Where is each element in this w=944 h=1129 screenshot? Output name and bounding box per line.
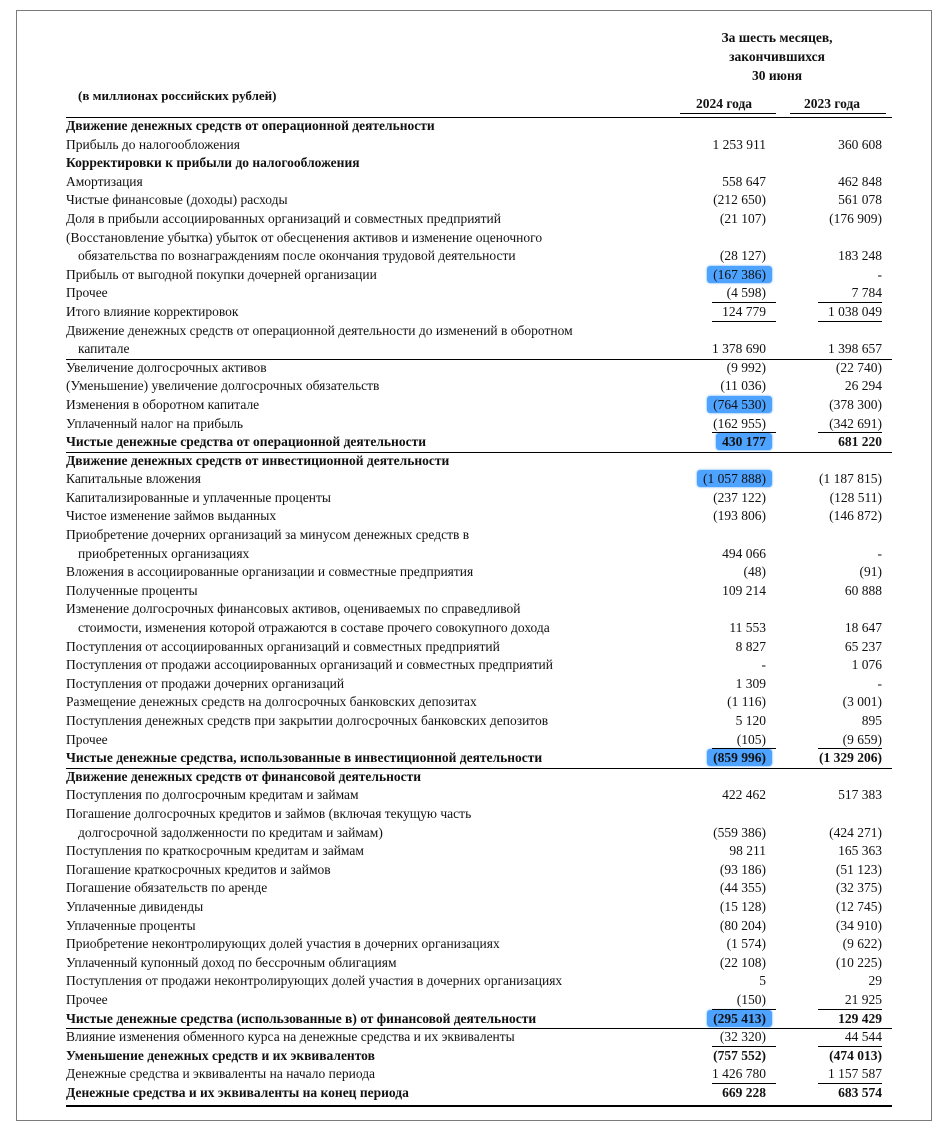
table-row <box>66 267 892 286</box>
table-row <box>66 1085 892 1104</box>
value-2024 <box>656 267 766 283</box>
table-row <box>66 137 892 156</box>
table-row <box>66 713 892 732</box>
period-line-1: За шесть месяцев, <box>721 30 833 45</box>
value-2024: (28 127) <box>719 248 766 264</box>
value-2024: (32 320) <box>719 1029 766 1045</box>
row-label: Погашение долгосрочных кредитов и займов (включая текущую часть <box>66 805 472 821</box>
highlighted-value: (859 996) <box>707 749 772 766</box>
value-2023: (10 225) <box>835 954 882 970</box>
value-2023: (128 511) <box>829 489 882 505</box>
value-2024: (757 552) <box>713 1047 766 1063</box>
highlighted-value: 430 177 <box>716 433 772 450</box>
value-2023: (146 872) <box>829 508 882 524</box>
value-2024 <box>656 397 766 413</box>
value-2023: 683 574 <box>838 1084 882 1100</box>
row-label: Чистые денежные средства от операционной деятельности <box>66 434 426 450</box>
value-2024: 5 120 <box>735 713 766 728</box>
table-row <box>66 434 892 453</box>
table-row <box>66 918 892 937</box>
table-row <box>66 601 892 620</box>
row-label: Амортизация <box>66 173 143 189</box>
table-row <box>66 360 892 379</box>
row-label: Чистые денежные средства (использованные в) от финансовой деятельности <box>66 1010 537 1026</box>
row-label: долгосрочной задолженности по кредитам и займам) <box>78 824 383 840</box>
row-label: Приобретение неконтролирующих долей участия в дочерних организациях <box>66 936 500 952</box>
row-label: Поступления по краткосрочным кредитам и займам <box>66 843 364 859</box>
value-2024 <box>656 750 766 766</box>
value-2024: (150) <box>736 991 766 1007</box>
value-2023: 681 220 <box>838 434 882 450</box>
underline <box>712 1046 776 1047</box>
value-2024: (15 128) <box>719 898 766 914</box>
value-2024: (4 598) <box>726 285 766 301</box>
value-2023: (32 375) <box>835 880 882 896</box>
period-line-3: 30 июня <box>751 68 803 83</box>
table-row <box>66 1048 892 1067</box>
value-2023: (474 013) <box>829 1047 882 1063</box>
table-row <box>66 546 892 565</box>
row-label: (Восстановление убытка) убыток от обесценения активов и изменение оценочного <box>66 229 543 245</box>
value-2024: (1 116) <box>727 694 766 710</box>
value-2024: (93 186) <box>719 861 766 877</box>
value-2023: 129 429 <box>838 1010 882 1026</box>
table-row <box>66 955 892 974</box>
value-2024: (21 107) <box>719 210 766 226</box>
row-label: Денежные средства и эквиваленты на начало периода <box>66 1066 376 1082</box>
value-2024: 669 228 <box>722 1084 766 1100</box>
value-2023: (342 691) <box>829 415 882 431</box>
row-label: Уплаченный купонный доход по бессрочным облигациям <box>66 954 397 970</box>
value-2024: 558 647 <box>722 173 766 189</box>
section-divider <box>66 1028 892 1029</box>
value-2024: (11 036) <box>720 378 766 394</box>
value-2023: (1 329 206) <box>819 750 882 766</box>
table-row <box>66 527 892 546</box>
value-2024: - <box>761 657 766 673</box>
table-row <box>66 973 892 992</box>
row-label: Движение денежных средств от операционной деятельности <box>66 118 435 133</box>
table-row <box>66 1066 892 1085</box>
row-label: Денежные средства и их эквиваленты на конец периода <box>66 1084 409 1100</box>
value-2023: (12 745) <box>835 898 882 914</box>
table-row <box>66 564 892 583</box>
highlighted-value: (1 057 888) <box>697 470 772 487</box>
row-label: Влияние изменения обменного курса на денежные средства и их эквиваленты <box>66 1029 515 1045</box>
table-row <box>66 192 892 211</box>
table-row <box>66 639 892 658</box>
value-2024: 494 066 <box>722 545 766 561</box>
value-2023: (176 909) <box>829 210 882 226</box>
row-label: Корректировки к прибыли до налогообложения <box>66 155 360 171</box>
value-2024: (212 650) <box>713 192 766 208</box>
section-divider <box>66 117 892 118</box>
underline <box>712 302 776 303</box>
section-divider <box>66 768 892 769</box>
underline <box>818 302 882 303</box>
row-label: (Уменьшение) увеличение долгосрочных обязательств <box>66 378 380 394</box>
value-2024: 8 827 <box>735 638 766 654</box>
row-label: Приобретение дочерних организаций за минусом денежных средств в <box>66 527 470 543</box>
table-row <box>66 118 892 137</box>
value-2023: 44 544 <box>844 1029 882 1045</box>
value-2023: 26 294 <box>844 378 882 394</box>
row-label: Итого влияние корректировок <box>66 303 239 319</box>
row-label: Прибыль от выгодной покупки дочерней организации <box>66 266 377 282</box>
row-label: Поступления от продажи неконтролирующих долей участия в дочерних организациях <box>66 973 563 989</box>
row-label: Прочее <box>66 731 108 747</box>
column-underline-2024 <box>680 113 776 114</box>
row-label: Прочее <box>66 991 108 1007</box>
row-label: Вложения в ассоциированные организации и совместные предприятия <box>66 564 474 580</box>
table-row <box>66 378 892 397</box>
table-row <box>66 825 892 844</box>
value-2024: (237 122) <box>713 489 766 505</box>
table-row <box>66 769 892 788</box>
value-2023: (424 271) <box>829 824 882 840</box>
underline <box>818 432 882 433</box>
table-row <box>66 397 892 416</box>
row-label: Движение денежных средств от финансовой деятельности <box>66 768 422 784</box>
value-2024: 98 211 <box>729 843 766 859</box>
value-2024: 1 426 780 <box>712 1066 766 1082</box>
table-row <box>66 676 892 695</box>
value-2023: 895 <box>861 713 882 728</box>
table-row <box>66 992 892 1011</box>
table-row <box>66 471 892 490</box>
row-label: Чистое изменение займов выданных <box>66 508 277 524</box>
value-2023: (51 123) <box>835 861 882 877</box>
row-label: Изменения в оборотном капитале <box>66 396 260 412</box>
table-row <box>66 230 892 249</box>
value-2023: 1 076 <box>851 657 882 673</box>
value-2023: 165 363 <box>838 843 882 859</box>
row-label: Поступления от ассоциированных организаций и совместных предприятий <box>66 638 500 654</box>
value-2023: (378 300) <box>829 396 882 412</box>
units-label: (в миллионах российских рублей) <box>78 88 277 103</box>
row-label: Поступления денежных средств при закрытии долгосрочных банковских депозитов <box>66 713 549 728</box>
row-label: Уплаченные проценты <box>66 917 196 933</box>
table-row <box>66 174 892 193</box>
row-label: обязательства по вознаграждениям после окончания трудовой деятельности <box>78 248 516 264</box>
underline <box>818 321 882 322</box>
table-row <box>66 787 892 806</box>
row-label: Изменение долгосрочных финансовых активов, оцениваемых по справедливой <box>66 601 521 617</box>
value-2023: 561 078 <box>838 192 882 208</box>
underline <box>818 1046 882 1047</box>
row-label: Поступления по долгосрочным кредитам и займам <box>66 787 359 803</box>
row-label: Капитальные вложения <box>66 471 201 487</box>
row-label: приобретенных организациях <box>78 545 250 561</box>
column-header-2023: 2023 года <box>803 96 861 111</box>
value-2024: (22 108) <box>719 954 766 970</box>
table-row <box>66 341 892 360</box>
table-row <box>66 806 892 825</box>
table-bottom-rule <box>66 1105 892 1107</box>
value-2023: 462 848 <box>838 173 882 189</box>
row-label: Размещение денежных средств на долгосрочных банковских депозитах <box>66 694 477 710</box>
value-2024: (162 955) <box>713 415 766 431</box>
row-label: Доля в прибыли ассоциированных организаций и совместных предприятий <box>66 210 501 226</box>
period-line-2: закончившихся <box>729 49 825 64</box>
underline <box>818 1083 882 1084</box>
value-2023: 1 398 657 <box>828 341 882 357</box>
row-label: Уплаченные дивиденды <box>66 898 204 914</box>
table-row <box>66 323 892 342</box>
value-2023: - <box>877 675 882 691</box>
row-label: Прочее <box>66 285 108 301</box>
value-2024 <box>656 434 766 450</box>
table-row <box>66 620 892 639</box>
row-label: Уменьшение денежных средств и их эквивалентов <box>66 1047 375 1063</box>
value-2023: (91) <box>859 564 882 580</box>
value-2024: 1 378 690 <box>712 341 766 357</box>
table-row <box>66 490 892 509</box>
value-2023: 29 <box>868 973 882 989</box>
cash-flow-table <box>66 118 892 1103</box>
table-row <box>66 583 892 602</box>
value-2024: 1 253 911 <box>712 136 766 152</box>
row-label: Чистые финансовые (доходы) расходы <box>66 192 288 208</box>
value-2024: (193 806) <box>713 508 766 524</box>
value-2023: (1 187 815) <box>819 471 882 487</box>
section-divider <box>66 359 892 360</box>
table-row <box>66 880 892 899</box>
row-label: Увеличение долгосрочных активов <box>66 359 267 375</box>
table-row <box>66 843 892 862</box>
table-row <box>66 862 892 881</box>
table-row <box>66 936 892 955</box>
value-2023: 18 647 <box>844 620 882 636</box>
row-label: стоимости, изменения которой отражаются в составе прочего совокупного дохода <box>78 620 550 636</box>
table-row <box>66 248 892 267</box>
value-2024: (559 386) <box>713 824 766 840</box>
value-2024: (48) <box>743 564 766 580</box>
table-row <box>66 155 892 174</box>
value-2024: 5 <box>759 973 766 989</box>
value-2023: (3 001) <box>842 694 882 710</box>
table-row <box>66 750 892 769</box>
value-2024: 11 553 <box>729 620 766 636</box>
value-2023: 65 237 <box>844 638 882 654</box>
value-2023: 60 888 <box>844 582 882 598</box>
underline <box>712 321 776 322</box>
value-2023: 7 784 <box>851 285 882 301</box>
value-2023: (9 659) <box>842 731 882 747</box>
row-label: Погашение обязательств по аренде <box>66 880 268 896</box>
table-row <box>66 899 892 918</box>
value-2023: (22 740) <box>835 359 882 375</box>
row-label: Поступления от продажи дочерних организаций <box>66 675 345 691</box>
row-label: Движение денежных средств от инвестиционной деятельности <box>66 452 450 468</box>
table-row <box>66 508 892 527</box>
table-row <box>66 1011 892 1030</box>
table-row <box>66 694 892 713</box>
period-header <box>692 28 862 85</box>
row-label: Движение денежных средств от операционной деятельности до изменений в оборотном <box>66 322 573 338</box>
row-label: Полученные проценты <box>66 582 198 598</box>
value-2024 <box>656 471 766 487</box>
table-row <box>66 1029 892 1048</box>
highlighted-value: (764 530) <box>707 396 772 413</box>
underline <box>818 748 882 749</box>
value-2024: (80 204) <box>719 917 766 933</box>
value-2023: - <box>877 266 882 282</box>
underline <box>712 748 776 749</box>
row-label: Поступления от продажи ассоциированных организаций и совместных предприятий <box>66 657 553 673</box>
highlighted-value: (295 413) <box>707 1010 772 1027</box>
value-2023: - <box>877 545 882 561</box>
value-2024: (1 574) <box>726 936 766 952</box>
row-label: Погашение краткосрочных кредитов и займов <box>66 861 331 877</box>
table-row <box>66 657 892 676</box>
value-2023: 517 383 <box>838 787 882 803</box>
value-2023: 360 608 <box>838 136 882 152</box>
value-2024: (44 355) <box>719 880 766 896</box>
table-row <box>66 732 892 751</box>
row-label: капитале <box>78 341 130 357</box>
underline <box>712 1083 776 1084</box>
underline <box>712 432 776 433</box>
value-2024: (105) <box>736 731 766 747</box>
column-underline-2023 <box>790 113 886 114</box>
value-2024: 109 214 <box>722 582 766 598</box>
value-2024: 1 309 <box>735 675 766 691</box>
underline <box>712 1009 776 1010</box>
value-2023: (9 622) <box>842 936 882 952</box>
row-label: Уплаченный налог на прибыль <box>66 415 244 431</box>
section-divider <box>66 452 892 453</box>
value-2024 <box>656 1011 766 1027</box>
value-2023: 183 248 <box>838 248 882 264</box>
value-2023: 1 157 587 <box>828 1066 882 1082</box>
value-2024: (9 992) <box>726 359 766 375</box>
value-2024: 422 462 <box>722 787 766 803</box>
value-2023: (34 910) <box>835 917 882 933</box>
row-label: Капитализированные и уплаченные проценты <box>66 489 331 505</box>
value-2023: 1 038 049 <box>828 303 882 319</box>
table-row <box>66 211 892 230</box>
highlighted-value: (167 386) <box>707 266 772 283</box>
row-label: Прибыль до налогообложения <box>66 136 240 152</box>
table-row <box>66 453 892 472</box>
row-label: Чистые денежные средства, использованные в инвестиционной деятельности <box>66 750 543 766</box>
value-2024: 124 779 <box>722 303 766 319</box>
underline <box>818 1009 882 1010</box>
value-2023: 21 925 <box>844 991 882 1007</box>
column-header-2024: 2024 года <box>695 96 753 111</box>
